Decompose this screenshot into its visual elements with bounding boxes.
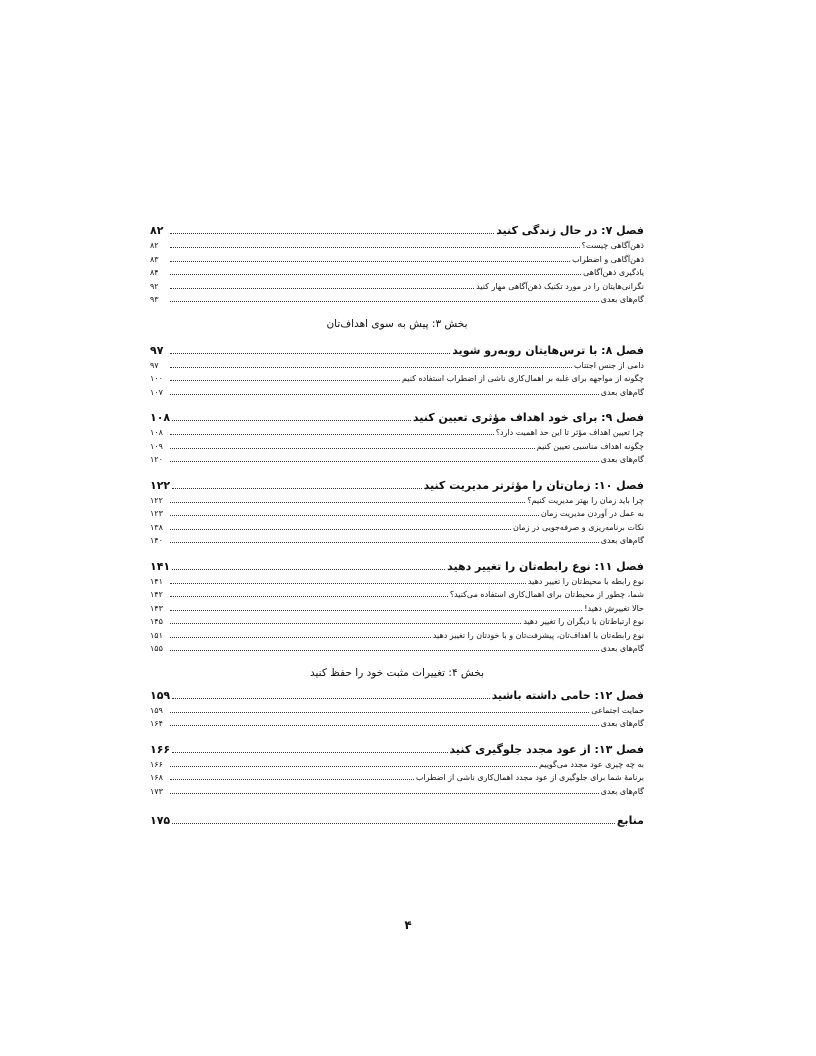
entry-page-number: ۹۲ (150, 281, 159, 291)
toc-section-entry (150, 359, 644, 373)
dot-leader (172, 744, 447, 753)
dot-leader (170, 455, 599, 462)
toc-section-entry (150, 386, 644, 400)
table-of-contents (150, 222, 644, 829)
toc-section-entry (150, 440, 644, 454)
entry-title: حمایت اجتماعی (591, 705, 644, 715)
entry-title: فصل ۱۲: حامی داشته باشید (491, 688, 644, 702)
toc-chapter-entry (150, 342, 644, 359)
dot-leader (170, 577, 526, 584)
toc-section-entry (150, 588, 644, 602)
toc-section-entry (150, 293, 644, 307)
entry-page-number: ۱۵۵ (150, 644, 163, 653)
dot-leader (170, 496, 525, 503)
dot-leader (172, 412, 411, 421)
dot-leader (170, 255, 570, 262)
dot-leader (170, 509, 539, 516)
toc-section-entry (150, 507, 644, 521)
entry-title: گام‌های بعدی (600, 387, 644, 397)
dot-leader (172, 561, 445, 570)
entry-page-number: ۱۴۳ (150, 603, 163, 613)
toc-section-entry (150, 266, 644, 280)
entry-page-number: ۱۴۰ (150, 536, 163, 545)
dot-leader (170, 282, 474, 289)
entry-title: چگونه از مواجهه برای غلبه بر اهمال‌کاری ناشی از اضطراب استفاده کنیم (401, 374, 644, 383)
entry-page-number: ۱۵۹ (150, 705, 163, 715)
entry-title: نوع رابطه‌تان با اهداف‌تان، پیشرفت‌تان و با خودتان را تغییر دهید (432, 630, 644, 640)
entry-page-number: ۱۶۸ (150, 773, 163, 782)
entry-page-number: ۱۴۱ (150, 559, 171, 573)
entry-title: فصل ۷: در حال زندگی کنید (496, 224, 644, 237)
entry-title: فصل ۱۰: زمان‌تان را مؤثرتر مدیریت کنید (423, 478, 644, 492)
toc-section-entry (150, 758, 644, 772)
toc-section-entry (150, 615, 644, 629)
dot-leader (172, 690, 490, 699)
toc-section-entry (150, 521, 644, 535)
entry-title: منابع (616, 814, 644, 827)
entry-page-number: ۱۷۳ (150, 786, 163, 796)
dot-leader (170, 374, 400, 381)
dot-leader (170, 523, 511, 530)
entry-page-number: ۱۲۲ (150, 478, 171, 492)
entry-page-number: ۱۶۴ (150, 719, 163, 728)
dot-leader (170, 295, 599, 302)
page-number: ۴ (404, 918, 412, 932)
toc-section-entry (150, 642, 644, 656)
entry-page-number: ۹۷ (150, 360, 159, 370)
dot-leader (170, 268, 581, 275)
toc-section-entry (150, 372, 644, 386)
entry-page-number: ۱۰۷ (150, 387, 163, 397)
toc-chapter-entry (150, 558, 644, 575)
dot-leader (170, 442, 535, 449)
entry-page-number: ۸۳ (150, 254, 159, 264)
dot-leader (170, 536, 599, 543)
entry-page-number: ۱۵۱ (150, 630, 163, 640)
entry-page-number: ۱۶۶ (150, 759, 163, 769)
toc-chapter-entry (150, 687, 644, 704)
toc-chapter-entry (150, 409, 644, 426)
dot-leader (170, 241, 580, 248)
entry-title: برنامهٔ شما برای جلوگیری از عود مجدد اهمال‌کاری ناشی از اضطراب (415, 773, 644, 782)
entry-title: ذهن‌آگاهی و اضطراب (572, 254, 644, 264)
part-heading: بخش ۳: پیش به سوی اهداف‌تان (326, 317, 468, 330)
toc-section-entry (150, 602, 644, 616)
toc-section-entry (150, 575, 644, 589)
dot-leader (170, 644, 599, 651)
dot-leader (170, 225, 494, 234)
dot-leader (172, 815, 615, 824)
entry-title: نکات برنامه‌ریزی و صرفه‌جویی در زمان (512, 522, 644, 532)
entry-title: نوع ارتباط‌تان با دیگران را تغییر دهید (523, 617, 644, 626)
entry-page-number: ۱۵۹ (150, 688, 171, 702)
entry-page-number: ۱۰۸ (150, 411, 171, 424)
entry-title: گام‌های بعدی (600, 295, 644, 304)
entry-page-number: ۱۴۵ (150, 617, 163, 626)
entry-title: به چه چیزی عود مجدد می‌گوییم (538, 759, 644, 769)
toc-section-entry (150, 704, 644, 718)
entry-title: فصل ۱۳: از عود مجدد جلوگیری کنید (449, 742, 644, 756)
dot-leader (170, 345, 450, 354)
entry-page-number: ۱۰۹ (150, 441, 163, 451)
entry-page-number: ۸۲ (150, 241, 159, 250)
entry-page-number: ۱۰۸ (150, 428, 163, 437)
entry-page-number: ۱۳۸ (150, 522, 163, 532)
dot-leader (170, 631, 431, 638)
entry-page-number: ۸۴ (150, 268, 159, 277)
entry-page-number: ۹۷ (150, 343, 164, 357)
toc-section-entry (150, 771, 644, 785)
entry-title: ذهن‌آگاهی چیست؟ (581, 241, 644, 250)
entry-page-number: ۸۲ (150, 224, 164, 237)
dot-leader (170, 590, 448, 597)
entry-page-number: ۱۲۲ (150, 495, 163, 505)
dot-leader (172, 480, 421, 489)
entry-page-number: ۱۲۳ (150, 509, 163, 518)
toc-section-entry (150, 629, 644, 643)
part-heading: بخش ۴: تغییرات مثبت خود را حفظ کنید (309, 666, 485, 679)
entry-title: گام‌های بعدی (600, 786, 644, 796)
dot-leader (170, 706, 589, 713)
entry-title: حالا تغییرش دهید! (584, 603, 644, 613)
entry-title: چگونه اهداف مناسبی تعیین کنیم (536, 441, 644, 451)
toc-chapter-entry (150, 741, 644, 758)
entry-page-number: ۱۶۶ (150, 742, 171, 756)
entry-title: فصل ۹: برای خود اهداف مؤثری تعیین کنید (412, 411, 644, 424)
entry-title: نگرانی‌هایتان را در مورد تکنیک ذهن‌آگاهی مهار کنید (476, 281, 644, 291)
entry-title: چرا تعیین اهداف مؤثر تا این حد اهمیت دارد؟ (495, 428, 644, 437)
toc-chapter-entry (150, 222, 644, 239)
toc-section-entry (150, 453, 644, 467)
toc-section-entry (150, 239, 644, 253)
entry-page-number: ۱۰۰ (150, 374, 163, 383)
entry-title: شما، چطور از محیط‌تان برای اهمال‌کاری استفاده می‌کنید؟ (449, 590, 644, 599)
dot-leader (170, 760, 537, 767)
entry-title: چرا باید زمان را بهتر مدیریت کنیم؟ (527, 495, 644, 505)
toc-chapter-entry (150, 477, 644, 494)
dot-leader (170, 787, 599, 794)
entry-title: گام‌های بعدی (600, 719, 644, 728)
dot-leader (170, 604, 582, 611)
dot-leader (170, 617, 521, 624)
entry-title: نوع رابطه با محیط‌تان را تغییر دهید (527, 576, 644, 586)
entry-title: گام‌های بعدی (600, 536, 644, 545)
dot-leader (170, 361, 572, 368)
dot-leader (170, 719, 599, 726)
toc-section-entry (150, 534, 644, 548)
entry-title: یادگیری ذهن‌آگاهی (583, 268, 644, 277)
toc-section-entry (150, 280, 644, 294)
entry-title: فصل ۸: با ترس‌هایتان روبه‌رو شوید (452, 343, 644, 357)
toc-section-entry (150, 426, 644, 440)
entry-title: به عمل در آوردن مدیریت زمان (540, 509, 644, 518)
dot-leader (170, 428, 494, 435)
dot-leader (170, 388, 599, 395)
dot-leader (170, 773, 414, 780)
entry-title: گام‌های بعدی (600, 644, 644, 653)
entry-page-number: ۹۳ (150, 295, 159, 304)
entry-page-number: ۱۴۱ (150, 576, 163, 586)
entry-title: گام‌های بعدی (600, 455, 644, 464)
toc-section-entry (150, 494, 644, 508)
entry-page-number: ۱۴۲ (150, 590, 163, 599)
entry-page-number: ۱۷۵ (150, 814, 171, 827)
entry-page-number: ۱۲۰ (150, 455, 163, 464)
toc-sources-entry (150, 812, 644, 829)
toc-section-entry (150, 785, 644, 799)
toc-section-entry (150, 717, 644, 731)
entry-title: دامی از جنس اجتناب (574, 360, 644, 370)
toc-section-entry (150, 253, 644, 267)
entry-title: فصل ۱۱: نوع رابطه‌تان را تغییر دهید (447, 559, 644, 573)
